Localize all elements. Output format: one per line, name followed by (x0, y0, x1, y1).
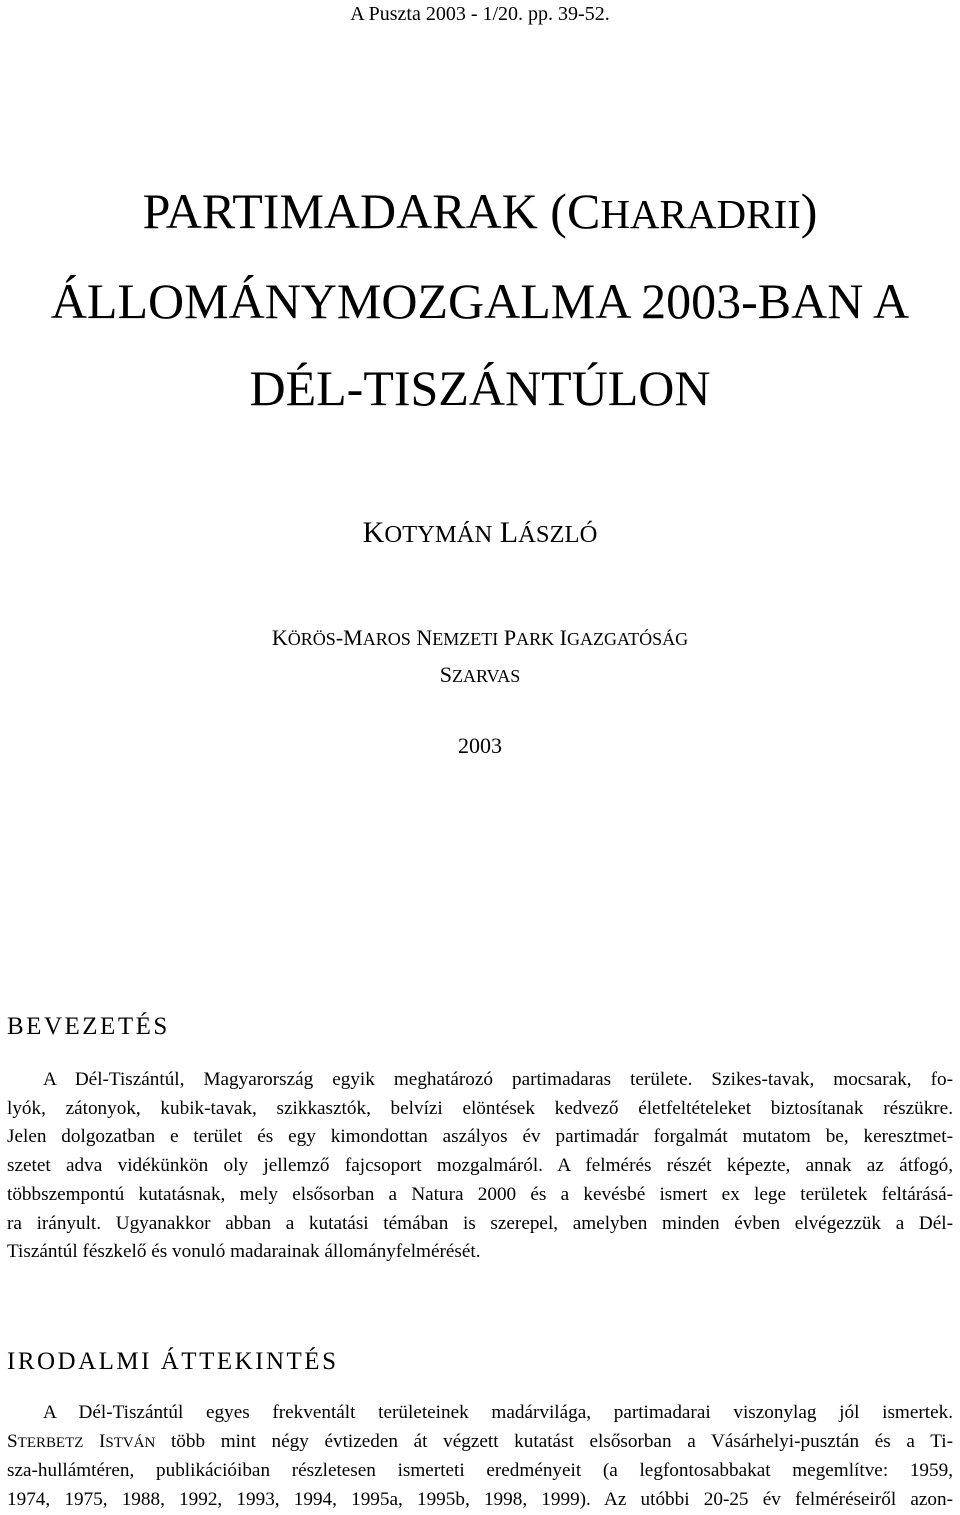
paragraph-line (7, 1428, 953, 1458)
name-initial-s: S (7, 1430, 18, 1452)
line-rest: több mint négy évtizeden át végzett kutatást elsősorban a Vásárhelyi-pusztán és a Ti- (155, 1430, 954, 1452)
name-stvan: STVÁN (105, 1434, 156, 1451)
affil-dash-m: -M (335, 625, 363, 650)
paragraph-line: 1974, 1975, 1988, 1992, 1993, 1994, 1995a, 1995b, 1998, 1999). Az utóbbi 20-25 év felméréseiről azon- (7, 1489, 953, 1511)
title-line-1-part-b: HARADRII (600, 191, 801, 237)
introduction-paragraph (7, 1066, 953, 1267)
affil-ark: ARK (516, 629, 555, 649)
title-line-1-part-a: PARTIMADARAK (C (142, 183, 601, 239)
title-line-1-part-c: ) (800, 183, 818, 239)
literature-paragraph (7, 1399, 953, 1515)
cited-author-name (7, 1431, 155, 1452)
author-name (0, 513, 960, 555)
affil-i: I (559, 625, 567, 650)
publication-year: 2003 (458, 733, 502, 758)
author-surname-rest: OTYMÁN (384, 521, 493, 548)
affil-p: P (503, 625, 517, 650)
title-line-3: DÉL-TISZÁNTÚLON (249, 360, 711, 416)
name-initial-i: I (99, 1430, 106, 1452)
affil-oros: ÖRÖS (287, 629, 336, 649)
paragraph-line: lyók, zátonyok, kubik-tavak, szikkasztók, belvízi elöntések kedvező életfeltételeket biztosítanak részükre. (7, 1097, 953, 1119)
paragraph-line: A Dél-Tiszántúl egyes frekventált területeinek madárvilága, partimadarai viszonylag jól ismertek. (43, 1402, 953, 1423)
title-line-1 (0, 168, 960, 258)
paragraph-line: szetet adva vidékünkön oly jellemző fajcsoport mozgalmáról. A felmérés részét képezte, annak az átfogó, (7, 1155, 953, 1177)
affil-emzeti: EMZETI (432, 629, 499, 649)
affil-zarvas: ZARVAS (451, 666, 521, 686)
name-terbetz: TERBETZ (17, 1434, 84, 1451)
affil-k: K (271, 625, 288, 650)
paragraph-line: Jelen dolgozatban e terület és egy kimondottan aszályos év partimadár forgalmát mutatom be, keresztmet- (7, 1126, 953, 1148)
affiliation-line-1 (0, 620, 960, 657)
affil-gazgatosag: GAZGATÓSÁG (566, 629, 689, 649)
affiliation-line-2 (0, 657, 960, 694)
author-initial-k: K (362, 516, 385, 549)
section-heading-introduction: BEVEZETÉS (7, 1013, 170, 1040)
paragraph-line: ra irányult. Ugyanakkor abban a kutatási témában is szerepel, amelyben minden évben elvégezzük a Dél- (7, 1212, 953, 1234)
title-line-2: ÁLLOMÁNYMOZGALMA 2003-BAN A (50, 273, 910, 329)
affiliation (0, 620, 960, 694)
paragraph-line: A Dél-Tiszántúl, Magyarország egyik meghatározó partimadaras területe. Szikes-tavak, mocsarak, fo- (43, 1069, 953, 1090)
paper-title (0, 168, 960, 432)
paragraph-line: Tiszántúl fészkelő és vonuló madarainak állományfelmérését. (7, 1241, 481, 1263)
affil-s: S (439, 662, 452, 687)
author-initial-l: L (499, 516, 519, 549)
affil-aros: AROS (362, 629, 411, 649)
journal-reference: A Puszta 2003 - 1/20. pp. 39-52. (350, 3, 610, 25)
paragraph-line: sza-hullámtéren, publikációiban részletesen ismerteti eredményeit (a legfontosabbakat megemlítve: 1959, (7, 1460, 953, 1482)
author-given-rest: ÁSZLÓ (518, 521, 598, 548)
affil-n: N (416, 625, 433, 650)
section-heading-literature-review: IRODALMI ÁTTEKINTÉS (7, 1348, 339, 1375)
paragraph-line: többszempontú kutatásnak, mely elsősorban a Natura 2000 és a kevésbé ismert ex lege területek feltárásá- (7, 1183, 953, 1205)
